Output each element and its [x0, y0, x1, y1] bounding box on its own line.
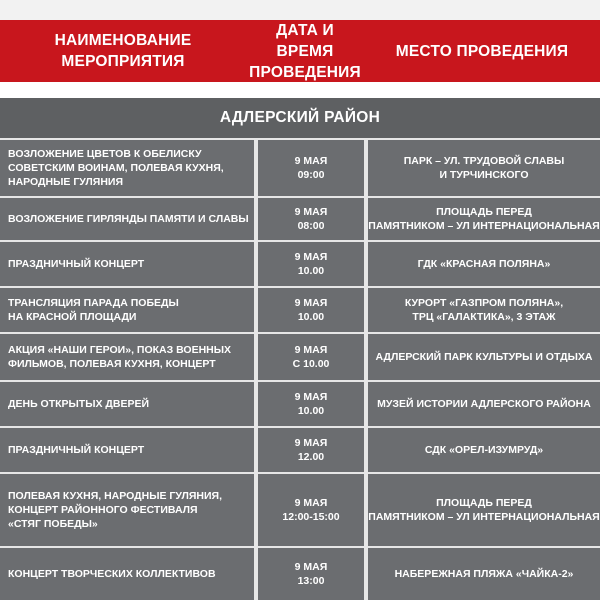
header-venue: МЕСТО ПРОВЕДЕНИЯ: [395, 42, 569, 60]
event-name: АКЦИЯ «НАШИ ГЕРОИ», ПОКАЗ ВОЕННЫХ ФИЛЬМОВ, ПОЛЕВАЯ КУХНЯ, КОНЦЕРТ: [0, 334, 254, 380]
event-venue: МУЗЕЙ ИСТОРИИ АДЛЕРСКОГО РАЙОНА: [368, 382, 600, 426]
table-row: [0, 382, 600, 426]
event-name: ПРАЗДНИЧНЫЙ КОНЦЕРТ: [0, 428, 254, 472]
table-row: [0, 242, 600, 286]
table-header: [0, 20, 600, 82]
header-date-time: ДАТА И ВРЕМЯ ПРОВЕДЕНИЯ: [249, 21, 361, 81]
table-row: [0, 548, 600, 600]
event-date: 9 МАЯ 13:00: [258, 548, 364, 600]
event-venue: КУРОРТ «ГАЗПРОМ ПОЛЯНА», ТРЦ «ГАЛАКТИКА», 3 ЭТАЖ: [368, 288, 600, 332]
event-date: 9 МАЯ С 10.00: [258, 334, 364, 380]
table-row: [0, 428, 600, 472]
event-name: ТРАНСЛЯЦИЯ ПАРАДА ПОБЕДЫ НА КРАСНОЙ ПЛОЩАДИ: [0, 288, 254, 332]
table-row: [0, 474, 600, 546]
event-venue: ПАРК – УЛ. ТРУДОВОЙ СЛАВЫ И ТУРЧИНСКОГО: [368, 140, 600, 196]
event-date: 9 МАЯ 10.00: [258, 288, 364, 332]
table-row: [0, 334, 600, 380]
event-name: ДЕНЬ ОТКРЫТЫХ ДВЕРЕЙ: [0, 382, 254, 426]
event-name: ПОЛЕВАЯ КУХНЯ, НАРОДНЫЕ ГУЛЯНИЯ, КОНЦЕРТ РАЙОННОГО ФЕСТИВАЛЯ «СТЯГ ПОБЕДЫ»: [0, 474, 254, 546]
event-date: 9 МАЯ 10.00: [258, 242, 364, 286]
event-venue: ПЛОЩАДЬ ПЕРЕД ПАМЯТНИКОМ – УЛ ИНТЕРНАЦИОНАЛЬНАЯ: [368, 474, 600, 546]
event-date: 9 МАЯ 12:00-15:00: [258, 474, 364, 546]
event-venue: НАБЕРЕЖНАЯ ПЛЯЖА «ЧАЙКА-2»: [368, 548, 600, 600]
event-venue: СДК «ОРЕЛ-ИЗУМРУД»: [368, 428, 600, 472]
district-title: АДЛЕРСКИЙ РАЙОН: [0, 98, 600, 138]
event-venue: ГДК «КРАСНАЯ ПОЛЯНА»: [368, 242, 600, 286]
event-venue: ПЛОЩАДЬ ПЕРЕД ПАМЯТНИКОМ – УЛ ИНТЕРНАЦИОНАЛЬНАЯ: [368, 198, 600, 240]
event-name: КОНЦЕРТ ТВОРЧЕСКИХ КОЛЛЕКТИВОВ: [0, 548, 254, 600]
header-event-name: НАИМЕНОВАНИЕ МЕРОПРИЯТИЯ: [54, 32, 192, 70]
event-name: ПРАЗДНИЧНЫЙ КОНЦЕРТ: [0, 242, 254, 286]
table-row: [0, 140, 600, 196]
event-date: 9 МАЯ 08:00: [258, 198, 364, 240]
event-date: 9 МАЯ 12.00: [258, 428, 364, 472]
event-name: ВОЗЛОЖЕНИЕ ГИРЛЯНДЫ ПАМЯТИ И СЛАВЫ: [0, 198, 254, 240]
events-table: [0, 138, 600, 600]
table-row: [0, 198, 600, 240]
event-date: 9 МАЯ 10.00: [258, 382, 364, 426]
event-date: 9 МАЯ 09:00: [258, 140, 364, 196]
event-venue: АДЛЕРСКИЙ ПАРК КУЛЬТУРЫ И ОТДЫХА: [368, 334, 600, 380]
event-name: ВОЗЛОЖЕНИЕ ЦВЕТОВ К ОБЕЛИСКУ СОВЕТСКИМ ВОИНАМ, ПОЛЕВАЯ КУХНЯ, НАРОДНЫЕ ГУЛЯНИЯ: [0, 140, 254, 196]
header-separator: [0, 82, 600, 98]
table-row: [0, 288, 600, 332]
